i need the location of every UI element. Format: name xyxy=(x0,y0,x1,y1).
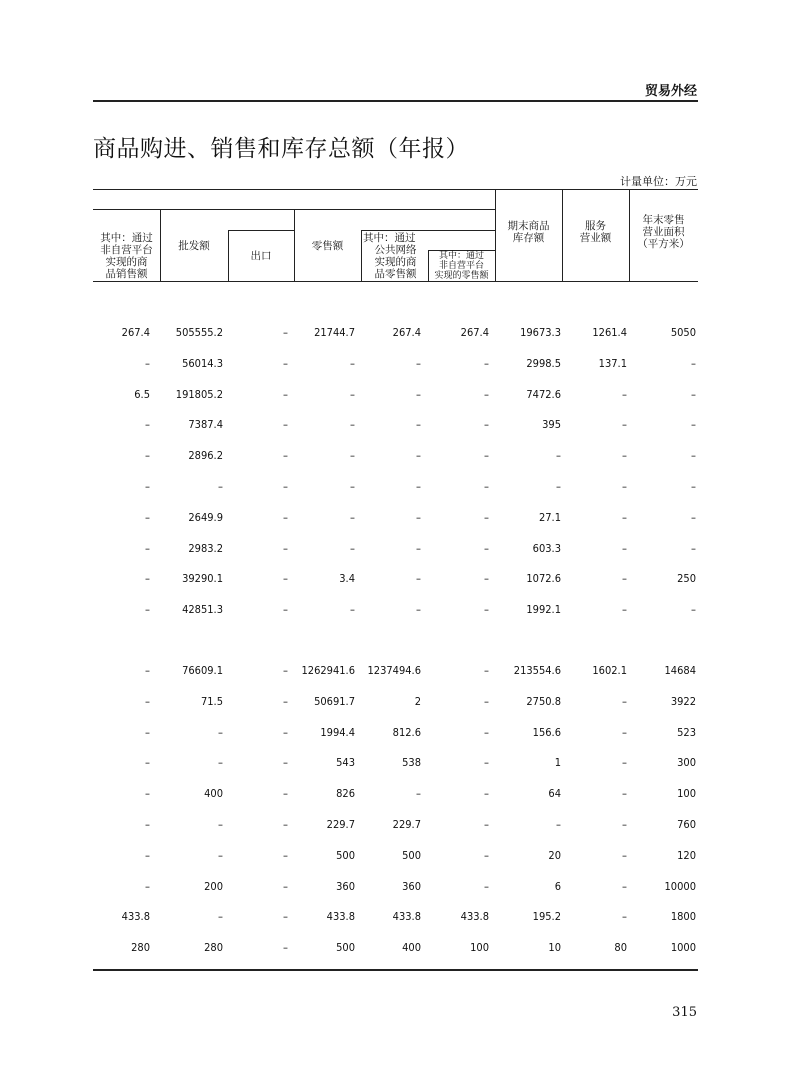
table-row xyxy=(93,756,698,776)
table-cell: – xyxy=(145,510,150,524)
table-cell: – xyxy=(145,572,150,586)
table-cell: 1800 xyxy=(670,910,696,924)
table-cell: 229.7 xyxy=(392,818,421,831)
table-row xyxy=(93,326,698,346)
header-service xyxy=(562,220,629,244)
table-row xyxy=(93,849,698,869)
table-cell: – xyxy=(283,756,288,770)
table-cell: 71.5 xyxy=(200,694,223,708)
table-cell: 760 xyxy=(677,818,696,831)
table-cell: – xyxy=(218,910,223,924)
table-cell: 6 xyxy=(554,879,561,893)
table-cell: 267.4 xyxy=(460,326,489,339)
table-cell: – xyxy=(283,725,288,739)
table-cell: 1994.4 xyxy=(320,725,355,739)
table-cell: – xyxy=(622,725,627,739)
table-cell: 250 xyxy=(677,572,696,586)
table-cell: – xyxy=(145,818,150,831)
table-row xyxy=(93,910,698,930)
table-cell: – xyxy=(145,480,150,493)
table-cell: – xyxy=(416,603,421,617)
table-cell: – xyxy=(622,818,627,831)
table-cell: 1262941.6 xyxy=(301,664,355,677)
table-cell: 812.6 xyxy=(392,725,421,739)
header-line: 品零售额 xyxy=(374,268,417,280)
table-cell: 10000 xyxy=(664,879,696,893)
table-cell: 7387.4 xyxy=(188,418,223,432)
table-cell: – xyxy=(283,848,288,862)
header-retail: 零售额 xyxy=(311,240,344,252)
table-row xyxy=(93,880,698,900)
table-cell: – xyxy=(145,603,150,617)
table-row xyxy=(93,818,698,838)
table-cell: – xyxy=(283,910,288,924)
header-online-retail xyxy=(363,232,428,280)
table-cell: – xyxy=(350,541,355,555)
header-line: （平方米） xyxy=(637,238,690,250)
table-cell: – xyxy=(622,418,627,432)
table-cell: – xyxy=(691,387,696,401)
table-cell: – xyxy=(622,879,627,893)
table-cell: – xyxy=(283,356,288,370)
table-cell: – xyxy=(691,480,696,493)
table-cell: – xyxy=(145,848,150,862)
header-line: 服务 xyxy=(585,220,606,232)
table-cell: 3.4 xyxy=(339,572,355,586)
table-cell: 1072.6 xyxy=(526,572,561,586)
table-cell: – xyxy=(484,572,489,586)
header-line: 期末商品 xyxy=(507,220,550,232)
table-cell: – xyxy=(622,756,627,770)
table-cell: – xyxy=(622,603,627,617)
table-row xyxy=(93,357,698,377)
table-cell: 2750.8 xyxy=(526,694,561,708)
table-cell: – xyxy=(484,541,489,555)
table-cell: 360 xyxy=(336,879,355,893)
header-line: 品销售额 xyxy=(105,268,148,280)
header-line: 公共网络 xyxy=(374,244,417,256)
table-cell: 360 xyxy=(402,879,421,893)
table-cell: – xyxy=(283,449,288,463)
bottom-rule xyxy=(93,969,698,971)
table-cell: – xyxy=(145,418,150,432)
table-cell: 137.1 xyxy=(598,356,627,370)
table-cell: 1992.1 xyxy=(526,603,561,617)
table-cell: 267.4 xyxy=(121,326,150,339)
table-cell: – xyxy=(484,603,489,617)
header-line: 营业面积 xyxy=(642,226,685,238)
table-cell: – xyxy=(416,787,421,801)
table-cell: – xyxy=(484,418,489,432)
table-cell: – xyxy=(283,603,288,617)
table-cell: 826 xyxy=(336,787,355,801)
table-cell: – xyxy=(283,510,288,524)
table-cell: – xyxy=(350,356,355,370)
header-platform-sales xyxy=(93,232,160,280)
table-cell: 195.2 xyxy=(532,910,561,924)
table-row xyxy=(93,511,698,531)
table-row xyxy=(93,388,698,408)
table-cell: 543 xyxy=(336,756,355,770)
table-cell: – xyxy=(350,418,355,432)
table-cell: – xyxy=(350,603,355,617)
table-cell: 1000 xyxy=(670,941,696,955)
table-cell: 500 xyxy=(336,941,355,955)
table-cell: – xyxy=(416,480,421,493)
table-row xyxy=(93,603,698,623)
table-cell: – xyxy=(416,387,421,401)
table-cell: – xyxy=(283,941,288,955)
header-line: 实现的零售额 xyxy=(434,271,489,281)
table-cell: – xyxy=(350,510,355,524)
table-cell: 7472.6 xyxy=(526,387,561,401)
table-cell: – xyxy=(283,879,288,893)
table-cell: 213554.6 xyxy=(513,664,561,677)
table-cell: 100 xyxy=(470,941,489,955)
header-bottom-line xyxy=(93,281,698,282)
header-line: 年末零售 xyxy=(642,214,685,226)
table-cell: – xyxy=(622,510,627,524)
table-cell: – xyxy=(556,449,561,463)
header-platform-retail xyxy=(428,251,495,281)
table-cell: 433.8 xyxy=(121,910,150,924)
table-cell: – xyxy=(416,449,421,463)
table-cell: 76609.1 xyxy=(182,664,223,677)
header-line: 非自营平台 xyxy=(100,244,153,256)
header-line: 其中：通过 xyxy=(438,251,484,261)
page-number: 315 xyxy=(672,1005,697,1020)
table-cell: – xyxy=(691,449,696,463)
table-cell: – xyxy=(484,510,489,524)
table-cell: 42851.3 xyxy=(182,603,223,617)
table-cell: 1237494.6 xyxy=(367,664,421,677)
table-cell: – xyxy=(691,418,696,432)
table-cell: – xyxy=(416,510,421,524)
header-line: 营业额 xyxy=(579,232,612,244)
table-cell: 5050 xyxy=(670,326,696,339)
header-line: 其中：通过 xyxy=(100,232,153,244)
table-cell: 1602.1 xyxy=(592,664,627,677)
table-cell: 200 xyxy=(204,879,223,893)
table-row xyxy=(93,664,698,684)
table-cell: 80 xyxy=(614,941,627,955)
table-cell: – xyxy=(484,694,489,708)
table-cell: – xyxy=(283,694,288,708)
table-cell: – xyxy=(622,787,627,801)
table-cell: 39290.1 xyxy=(182,572,223,586)
table-cell: – xyxy=(218,756,223,770)
table-row xyxy=(93,787,698,807)
table-cell: – xyxy=(218,480,223,493)
table-cell: – xyxy=(416,356,421,370)
table-cell: – xyxy=(416,541,421,555)
table-cell: 2649.9 xyxy=(188,510,223,524)
table-cell: – xyxy=(283,387,288,401)
table-cell: – xyxy=(484,664,489,677)
table-cell: 280 xyxy=(131,941,150,955)
table-cell: 2 xyxy=(414,694,421,708)
header-vline xyxy=(361,230,362,281)
table-cell: – xyxy=(484,848,489,862)
table-cell: 300 xyxy=(677,756,696,770)
table-cell: – xyxy=(145,787,150,801)
table-cell: – xyxy=(691,510,696,524)
table-cell: 19673.3 xyxy=(520,326,561,339)
table-cell: 603.3 xyxy=(532,541,561,555)
table-cell: 120 xyxy=(677,848,696,862)
header-sub-line xyxy=(361,230,495,231)
table-cell: 2983.2 xyxy=(188,541,223,555)
table-cell: – xyxy=(283,480,288,493)
table-cell: 27.1 xyxy=(538,510,561,524)
table-cell: – xyxy=(145,541,150,555)
table-cell: 191805.2 xyxy=(175,387,223,401)
table-cell: 50691.7 xyxy=(314,694,355,708)
header-inventory xyxy=(495,220,562,244)
header-top-line xyxy=(93,189,698,190)
header-line: 非自营平台 xyxy=(438,261,484,271)
table-cell: – xyxy=(283,326,288,339)
table-cell: – xyxy=(484,787,489,801)
table-cell: 20 xyxy=(548,848,561,862)
table-cell: 433.8 xyxy=(460,910,489,924)
table-cell: 267.4 xyxy=(392,326,421,339)
table-cell: – xyxy=(622,480,627,493)
table-cell: – xyxy=(556,818,561,831)
table-cell: 500 xyxy=(402,848,421,862)
table-cell: 56014.3 xyxy=(182,356,223,370)
table-cell: – xyxy=(622,848,627,862)
table-cell: – xyxy=(218,848,223,862)
table-cell: – xyxy=(145,756,150,770)
table-row xyxy=(93,695,698,715)
table-cell: – xyxy=(691,541,696,555)
table-cell: – xyxy=(691,356,696,370)
table-cell: – xyxy=(484,449,489,463)
table-row xyxy=(93,542,698,562)
table-cell: 500 xyxy=(336,848,355,862)
table-cell: 64 xyxy=(548,787,561,801)
table-cell: 433.8 xyxy=(326,910,355,924)
table-cell: 10 xyxy=(548,941,561,955)
table-cell: – xyxy=(145,664,150,677)
table-cell: 400 xyxy=(402,941,421,955)
table-cell: – xyxy=(484,480,489,493)
header-line: 实现的商 xyxy=(374,256,417,268)
table-cell: – xyxy=(691,603,696,617)
table-cell: 156.6 xyxy=(532,725,561,739)
table-cell: – xyxy=(484,818,489,831)
page-title: 商品购进、销售和库存总额（年报） xyxy=(93,136,469,162)
header-retail-area xyxy=(629,214,698,250)
table-cell: – xyxy=(218,725,223,739)
table-cell: – xyxy=(484,725,489,739)
table-cell: – xyxy=(283,541,288,555)
table-row xyxy=(93,480,698,500)
table-cell: – xyxy=(622,910,627,924)
table-row xyxy=(93,941,698,961)
table-row xyxy=(93,572,698,592)
header-line: 库存额 xyxy=(512,232,545,244)
table-cell: – xyxy=(145,449,150,463)
table-cell: – xyxy=(622,449,627,463)
table-row xyxy=(93,726,698,746)
table-cell: – xyxy=(622,541,627,555)
table-cell: 3922 xyxy=(670,694,696,708)
table-cell: 280 xyxy=(204,941,223,955)
table-cell: 505555.2 xyxy=(175,326,223,339)
table-cell: – xyxy=(416,418,421,432)
table-cell: – xyxy=(350,449,355,463)
table-cell: 538 xyxy=(402,756,421,770)
header-export-line xyxy=(228,230,294,231)
table-cell: – xyxy=(484,879,489,893)
table-cell: – xyxy=(484,356,489,370)
table-cell: 6.5 xyxy=(134,387,150,401)
table-cell: – xyxy=(283,418,288,432)
unit-label: 计量单位：万元 xyxy=(620,175,697,188)
table-cell: – xyxy=(145,725,150,739)
table-cell: – xyxy=(622,572,627,586)
table-cell: 229.7 xyxy=(326,818,355,831)
header-line: 其中：通过 xyxy=(363,232,416,244)
table-cell: 1 xyxy=(554,756,561,770)
table-cell: – xyxy=(622,694,627,708)
table-cell: 395 xyxy=(542,418,561,432)
table-cell: – xyxy=(283,818,288,831)
table-cell: 433.8 xyxy=(392,910,421,924)
table-cell: – xyxy=(350,387,355,401)
table-cell: – xyxy=(218,818,223,831)
header-line: 实现的商 xyxy=(105,256,148,268)
table-cell: – xyxy=(283,572,288,586)
table-cell: – xyxy=(283,787,288,801)
table-cell: – xyxy=(145,694,150,708)
table-cell: – xyxy=(556,480,561,493)
header-export: 出口 xyxy=(250,250,272,262)
table-cell: 21744.7 xyxy=(314,326,355,339)
table-cell: – xyxy=(416,572,421,586)
table-cell: 2998.5 xyxy=(526,356,561,370)
section-title: 贸易外经 xyxy=(644,84,697,99)
table-cell: – xyxy=(484,387,489,401)
table-row xyxy=(93,449,698,469)
header-wholesale: 批发额 xyxy=(178,240,210,252)
table-cell: 14684 xyxy=(664,664,696,677)
table-cell: – xyxy=(145,356,150,370)
table-cell: 100 xyxy=(677,787,696,801)
table-cell: 2896.2 xyxy=(188,449,223,463)
top-rule xyxy=(93,100,698,102)
table-cell: – xyxy=(350,480,355,493)
table-cell: 1261.4 xyxy=(592,326,627,339)
table-cell: – xyxy=(484,756,489,770)
table-cell: – xyxy=(622,387,627,401)
table-row xyxy=(93,418,698,438)
table-cell: – xyxy=(283,664,288,677)
table-cell: 523 xyxy=(677,725,696,739)
table-header xyxy=(93,189,698,282)
table-cell: – xyxy=(145,879,150,893)
table-cell: 400 xyxy=(204,787,223,801)
